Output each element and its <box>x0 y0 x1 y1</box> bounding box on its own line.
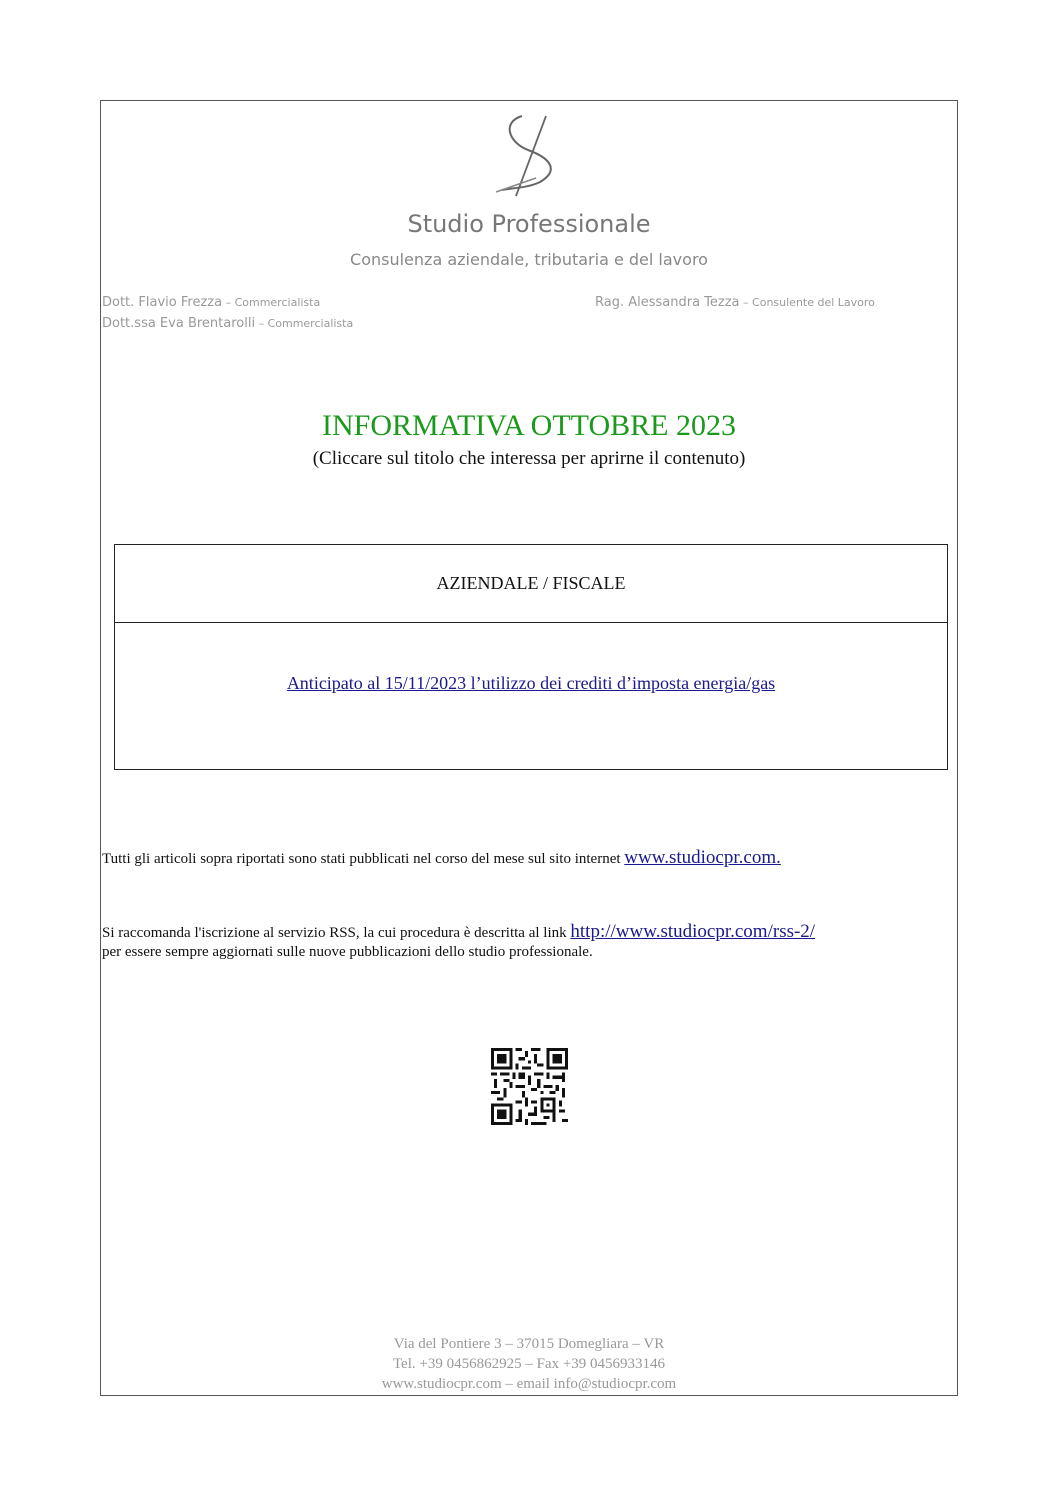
rss-link[interactable]: http://www.studiocpr.com/rss-2/ <box>570 921 816 942</box>
studio-title: Studio Professionale <box>407 210 651 238</box>
articles-note-text: Tutti gli articoli sopra riportati sono stati pubblicati nel corso del mese sul sito internet <box>102 851 625 867</box>
footer-phone: Tel. +39 0456862925 – Fax +39 0456933146 <box>392 1356 666 1372</box>
articles-note <box>102 848 958 869</box>
person-role: Commercialista <box>267 317 354 330</box>
site-link[interactable]: www.studiocpr.com. <box>624 847 781 868</box>
studio-logo <box>488 112 572 200</box>
rss-note-text-2: per essere sempre aggiornati sulle nuove pubblicazioni dello studio professionale. <box>102 944 593 960</box>
person-role: Consulente del Lavoro <box>752 296 875 309</box>
document-subtitle: (Cliccare sul titolo che interessa per aprirne il contenuto) <box>312 448 746 469</box>
person-role: Commercialista <box>234 296 321 309</box>
qr-code[interactable] <box>491 1048 568 1125</box>
person-name: Dott. Flavio Frezza <box>102 295 223 310</box>
footer-web: www.studiocpr.com – email info@studiocpr.com <box>381 1376 677 1392</box>
person-frezza: Dott. Flavio Frezza – Commercialista <box>102 295 321 310</box>
rss-note <box>102 922 958 962</box>
document-title: INFORMATIVA OTTOBRE 2023 <box>322 409 736 442</box>
person-name: Dott.ssa Eva Brentarolli <box>102 316 256 331</box>
person-name: Rag. Alessandra Tezza <box>595 295 740 310</box>
footer-address: Via del Pontiere 3 – 37015 Domegliara – VR <box>393 1336 665 1352</box>
person-tezza: Rag. Alessandra Tezza – Consulente del Lavoro <box>595 295 875 310</box>
studio-subtitle: Consulenza aziendale, tributaria e del lavoro <box>350 250 708 269</box>
section-heading: AZIENDALE / FISCALE <box>115 545 947 623</box>
person-brentarolli: Dott.ssa Eva Brentarolli – Commercialista <box>102 316 354 331</box>
article-link[interactable]: Anticipato al 15/11/2023 l’utilizzo dei crediti d’imposta energia/gas <box>286 673 776 693</box>
articles-table <box>114 544 948 770</box>
rss-note-text: Si raccomanda l'iscrizione al servizio RSS, la cui procedura è descritta al link <box>102 925 571 941</box>
